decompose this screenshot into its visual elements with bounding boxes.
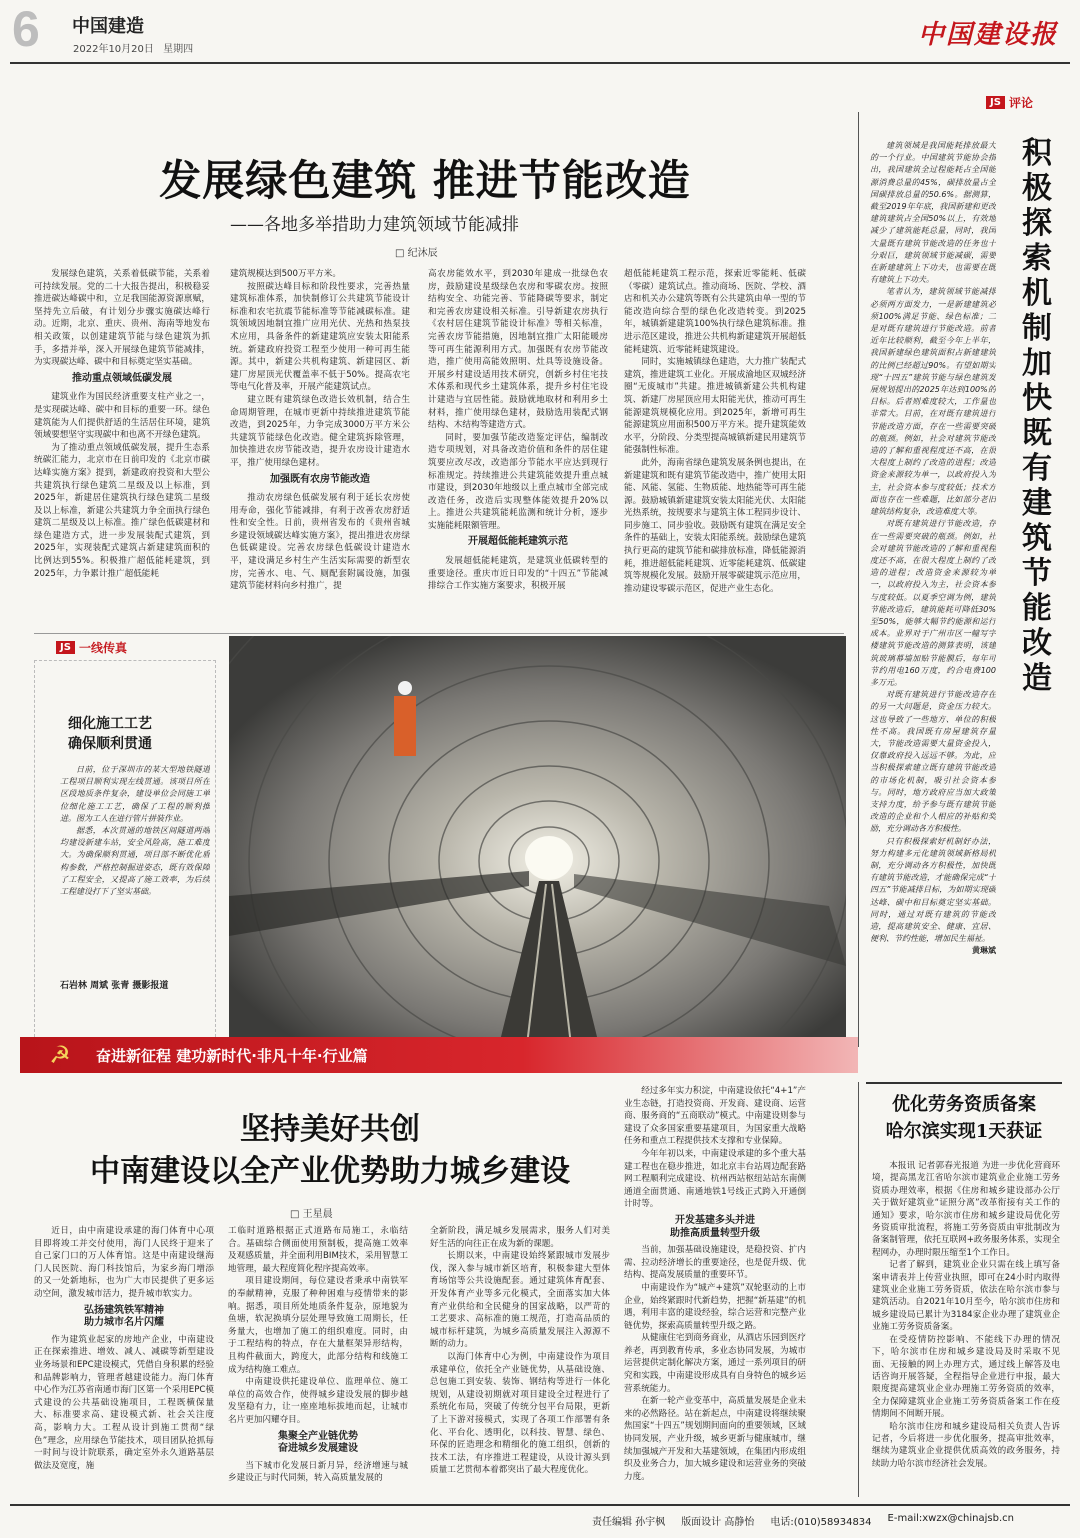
paragraph: 高农房能效水平，到2030年建成一批绿色农房，鼓励建设星级绿色农房和零碳农房。按照结构安全、功能完善、节能降碳等要求，制定和完善农房建设相关标准。引导新建农房执行《农村居住建筑节能设计标准》等相关标准，完善农房节能措施，因地制宜推广太阳能暖房等可再生能源利用方式。加强既有农房节能改造，推广使用高能效照明、灶具等设施设备。开展乡村建设适用技术研究，创新乡村住宅技术体系和现代乡土建筑体系，提升乡村住宅设计建造与宜居性能。鼓励就地取材和利用乡土材料，推广使用绿色建材，鼓励选用装配式钢结构、木结构等建造方式。 [428,269,608,431]
commentary-author: 黄琳斌 [972,946,996,956]
main-article-col-4 [624,268,806,628]
main-article-col-3 [428,268,608,628]
subheading [34,1305,214,1330]
paragraph: 日前，位于深圳市的某大型地铁隧道工程项目顺利实现左线贯通。该项目所在区段地质条件复杂，建设单位会同施工单位细化施工工艺，确保了工程的顺利推进。图为工人在进行管片拼装作业。 [60,765,210,823]
paragraph: 只有积极探索好机制好办法，努力构建多元化建筑领域新格局机制，充分调动各方积极性，加快既有建筑节能改造，才能确保完成“十四五”节能减排目标，为如期实现碳达峰、碳中和目标奠定坚实基础。同时，通过对既有建筑的节能改造，提高建筑安全、健康、宜居、便利、节约性能，增加民生福祉。 [870,836,996,944]
frontline-body [60,764,210,964]
tunnel-illustration [229,636,846,1045]
subheading-line-2: 奋进城乡发展建设 [278,1443,358,1455]
paragraph: 中南建设作为“城产+建筑”双轮驱动的上市企业，始终紧跟时代新趋势，把握“新基建”的机遇，利用丰富的建设经验，综合运营和完整产业链优势，探索高质量转型升级之路。 [624,1282,806,1331]
paragraph: 此外，海南省绿色建筑发展条例也提出，在新建建筑和既有建筑节能改造中，推广使用太阳能、风能、氢能、生物质能、地热能等可再生能源。鼓励城镇新建建筑安装太阳能光伏、太阳能光热系统，按规要求与建筑主体工程同步设计、同步施工、同步验收。鼓励既有建筑在满足安全条件的基础上，安装太阳能系统。鼓励绿色建筑执行更高的建筑节能和碳排放标准，降低能源消耗，推进超低能耗建筑、近零能耗建筑、低碳建筑等规模化发展。鼓励开展零碳建筑示范应用，推动建设零碳示范区，促进产业生态化。 [624,457,806,594]
subheading-line-1: 开发基建多头并进 [675,1214,755,1226]
paragraph: 建立既有建筑绿色改造长效机制，结合生命周期管理，在城市更新中持续推进建筑节能改造，到2025年，力争完成3000万平方米公共建筑节能绿色化改造。健全建筑拆除管理，加快推进农房节能改造，提升农房设计建造水平，推广使用绿色建材。 [230,394,410,468]
photo-credit: 石岩林 周斌 张青 摄影报道 [60,981,169,991]
footer-phone: 电话:(010)58934834 [770,1517,872,1528]
subheading-line-2: 助力城市名片闪耀 [84,1317,164,1329]
paragraph: 本报讯 记者郭春光报道 为进一步优化营商环境，提高黑龙江省哈尔滨市建筑业企业施工劳务资质办理效率，根据《住房和城乡建设部办公厅关于做好建筑业“证照分离”改革衔接有关工作的通知》要求，哈尔滨市住房和城乡建设局优化劳务资质审批流程，将施工劳务资质由审批制改为备案制管理，依托互联网+政务服务体系，实现全程网办，办理时限压缩至1个工作日。 [872,1161,1060,1258]
paragraph: 哈尔滨市住房和城乡建设局相关负责人告诉记者，今后将进一步优化服务，提高审批效率，继续为建筑业企业提供优质高效的政务服务，持续助力哈尔滨市经济社会发展。 [872,1421,1060,1469]
footer-design: 版面设计 高静怡 [681,1517,755,1528]
headline-line-1: 细化施工工艺 [68,716,152,732]
author-box-icon: □ [395,248,408,259]
paragraph: 项目建设期间，每位建设者秉承中南铁军的奉献精神，克服了种种困难与疫情带来的影响。据悉，项目所处地质条件复杂，原地貌为鱼塘，软泥换填分层处理导致施工周期长，任务量大，也增加了施工的组织难度。同时，由于工程结构的特点，存在大量框架异形结构，且构件截面大，跨度大，此部分结构和线施工成为结构施工难点。 [228,1276,408,1375]
bottom-col-4 [624,1085,806,1495]
paragraph: 建筑规模达到500万平方米。 [230,269,341,279]
sidebar-body [872,1160,1060,1498]
subheading: 加强既有农房节能改造 [270,473,370,485]
author-name: 王星晨 [302,1209,333,1220]
js-tag: JS [986,96,1005,109]
subheading [228,1431,408,1456]
paragraph: 发展绿色建筑，关系着低碳节能，关系着可持续发展。党的二十大报告提出，积极稳妥推进碳达峰碳中和，立足我国能源资源禀赋，坚持先立后破，有计划分步骤实施碳达峰行动。近期，北京、重庆、贵州、海南等地发布相关政策，以创建建筑节能与绿色建筑为抓手，多措并举，深入开展绿色建筑节能减排，为实现碳达峰、碳中和目标奠定坚实基础。 [34,269,210,368]
paragraph: 中南建设供托建设单位、监理单位、施工单位的高效合作，使得城乡建设发展的脚步越发坚稳有力，让一座座地标拔地而起，让城市名片更加闪耀夺目。 [228,1377,408,1425]
bottom-col-3 [430,1225,610,1495]
frontline-headline [68,714,152,754]
paragraph: 在新一轮产业变革中，高质量发展是企业未来的必然路径。站在新起点，中南建设将继续聚焦国家“十四五”规划期间面向的重要领域，区域协同发展，产业升级，城乡更新与健康城市，继续加强城产开发和大基建领域，在集团内形成组织及业务合力，加大城乡建设和运营业务的突破力度。 [624,1396,806,1482]
js-tag: JS [56,641,75,654]
newspaper-logo: 中国建设报 [917,20,1058,50]
frontline-label: 一线传真 [78,641,127,655]
section-title: 中国建造 [72,16,144,37]
paragraph: 发展超低能耗建筑，是建筑业低碳转型的重要途径。重庆市近日印发的“十四五”节能减排综合工作实施方案要求，积极开展 [428,556,608,592]
paragraph: 作为建筑业起家的房地产企业，中南建设正在探索推进、增效、减人、减碳等新型建设业务场景和EPC建设模式，凭借自身积累的经验和品牌影响力，管理者越建设能力。海门体育中心作为江苏省南通市海门区第一个采用EPC模式建设的公共基础设施项目，工程既横保量大、标准要求高、建设模式新、社会关注度高，影响力大。工程从设计到施工贯彻“绿色”理念，应用绿色节能技术，项目团队抢抓每一时间与设计院联系，确定室外永久道路基层做法及宽度，施 [34,1334,214,1471]
weekday-text: 星期四 [163,44,194,55]
paragraph: 为了推动重点领域低碳发展，提升生态系统碳汇能力，北京市在日前印发的《北京市碳达峰实施方案》提到，新建政府投资和大型公共建筑执行绿色建筑二星级及以上标准，到2025年，新建居住建筑执行绿色建筑二星级及以上标准，新建公共建筑力争全面执行绿色建筑二星级及以上标准。推广绿色低碳建材和绿色建造方式，进一步发展装配式建筑，到2025年，实现装配式建筑占新建建筑面积的比例达到55%。积极推广超低能耗建筑，到2025年，力争累计推广超低能耗 [34,442,210,579]
commentary-headline: 积极探索机制加快既有建筑节能改造 [1022,136,1052,696]
sidebar-top-rule [866,1082,1062,1084]
headline-line-1: 坚持美好共创 [240,1112,420,1147]
subheading-line-2: 助推高质量转型升级 [670,1227,760,1239]
subheading: 开展超低能耗建筑示范 [468,536,568,548]
masthead-rule [10,62,1070,64]
bottom-col-1 [34,1225,214,1495]
footer [592,1513,1014,1528]
main-subheadline: ——各地多举措助力建筑领域节能减排 [230,215,519,235]
main-headline: 发展绿色建筑 推进节能改造 [159,156,691,205]
paragraph: 今年年初以来，中南建设承建的多个重大基建工程也在稳步推进，如北京丰台站周边配套路网工程顺利完成建设、杭州西站枢纽站站东南侧通道全面贯通、南通地铁1号线正式跨入开通倒计时等。 [624,1148,806,1210]
headline-line-2: 哈尔滨实现1天获证 [885,1121,1043,1142]
paragraph: 从健康住宅到商务商业，从酒店乐园到医疗养老，再到教育传承，多业态协同发展，为城市运营提供定制化解决方案，通过一系列项目的研究和实践，中南建设形成具有自身特色的城乡运营系统能力。 [624,1333,806,1394]
paragraph: 据悉，本次贯通的地铁区间隧道两端均建设新建车站，安全风险高，施工难度大。为确保顺利贯通，项目部不断优化盾构参数，严格控制掘进姿态，既有效保障了工程安全，又提高了施工效率，为后续工程建设打下了坚实基础。 [60,826,210,897]
paragraph: 对既有建筑进行节能改造，存在一些需要突破的瓶颈。例如，社会对建筑节能改造的了解和重视程度还不高，在很大程度上制约了改造的进程；改造资金来源较为单一，以政府投入为主，社会资本参与度较低。以夏季空调为例，建筑节能改造后，建筑能耗可降低30%至50%，能够大幅节约能源和运行成本。业界对于广州市区一幢写字楼建筑节能改造的测算表明，该建筑玻璃幕墙加贴节能膜后，每年可节约用电160万度，约合电费100多万元。 [870,519,996,687]
tunnel-photo [229,636,846,1045]
paragraph: 在受疫情防控影响、不能线下办理的情况下，哈尔滨市住房和城乡建设局及时采取不见面、无接触的网上办理方式，通过线上解答及电话咨询开展答疑，全程指导企业进行申报，最大限度提高建筑业企业办理施工劳务资质的效率，全力保障建筑业企业施工劳务资质备案工作在疫情期间不间断开展。 [872,1334,1060,1420]
commentary-divider [858,112,859,1047]
party-emblem-icon: ☭ [49,1041,71,1069]
sidebar-headline [866,1092,1062,1146]
banner-text: 奋进新征程 建功新时代·非凡十年·行业篇 [96,1047,368,1065]
paragraph: 笔者认为，建筑领域节能减排必须两方面发力，一是新建建筑必须100%满足节能、绿色标准；二是对既有建筑进行节能改造。前者近年比较顺利，截至今年上半年，我国新建绿色建筑面积占新建建筑的比例已经超过90%。有望如期实现“十四五”建筑节能与绿色建筑发展规划提出的2025年达到100%的目标。后者则难度较大，工作量也非常大。目前，在对既有建筑进行节能改造方面，存在一些需要突破的瓶颈。例如，社会对建筑节能改造的了解和重视程度还不高，在很大程度上制约了改造的进程；改造资金来源较为单一，以政府投入为主，社会资本参与度较低；技术方面也存在一些难题，比如部分老旧建筑结构复杂，改造难度大等。 [870,287,996,517]
section-rule [34,633,844,634]
paragraph: 全新阶段，满足城乡发展需求，服务人们对美好生活的向往正在成为新的课题。 [430,1226,610,1249]
paragraph: 同时，要加强节能改造鉴定评估，编制改造专项规划，对具备改造价值和条件的居住建筑要应改尽改，改造部分节能水平应达到现行标准规定。持续推进公共建筑能效提升重点城市建设，到2030年地级以上重点城市全部完成改造任务，改造后实现整体能效提升20%以上。推进公共建筑能耗监测和统计分析，逐步实施能耗限额管理。 [428,432,608,531]
frontline-tag [56,639,127,656]
main-author [395,244,438,259]
commentary-body [870,140,996,1045]
issue-date [73,40,193,55]
paragraph: 当前，加强基础设施建设，是稳投资、扩内需、拉动经济增长的重要途径，也是促升级、优结构、提高发展质量的重要环节。 [624,1245,806,1281]
paragraph: 同时，实施城镇绿色建造，大力推广装配式建筑，推进建筑工业化。开展成渝地区双城经济圈“无废城市”共建。推进城镇新建公共机构建筑、新建厂房屋顶应用太阳能光伏，推动可再生能源建筑规模化应用。到2025年，新增可再生能源建筑应用面积500万平方米。提升建筑能效水平，分阶段、分类型提高城镇新建民用建筑节能强制性标准。 [624,357,806,456]
footer-email: E-mail:xwzx@chinajsb.cn [887,1513,1014,1524]
paragraph: 建筑领域是我国能耗排放最大的一个行业。中国建筑节能协会指出，我国建筑全过程能耗占全国能源消费总量的45%，碳排放量占全国碳排放总量的50.6%。据测算，截至2019年年底，我国新建和更改建筑建筑占全国50%以上，有效地减少了建筑能耗总量，同时，我国大量既有建筑节能改造的任务也十分艰巨，建筑领域节能减碳，需要在新建建筑上下功夫，也需要在既有建筑上下功夫。 [870,141,996,285]
subheading-line-1: 集聚全产业链优势 [278,1430,358,1442]
footer-editor: 责任编辑 孙宇枫 [592,1517,666,1528]
bottom-headline [30,1110,630,1194]
author-name: 纪沐辰 [407,248,438,259]
paragraph: 按照碳达峰目标和阶段性要求，完善热量建筑标准体系，加快制修订公共建筑节能设计标准和农宅抗震节能标准等节能减碳标准。建筑领域因地制宜推广应用光伏、光热和热泵技术应用，具备条件的新建建筑应安装太阳能系统。新建政府投资工程至少使用一种可再生能源。其中，新建公共机构建筑、新建园区、新建厂房屋顶光伏覆盖率不低于50%。提高农宅等电气化普及率，开展产能建筑试点。 [230,281,410,393]
headline-line-1: 优化劳务资质备案 [892,1094,1036,1115]
main-article-col-1 [34,268,210,628]
paragraph: 以海门体育中心为例，中南建设作为项目承建单位，依托全产业链优势，从基础设施、总包施工到安装、装饰、钢结构等进行一体化规划，从建设初期就对项目建设全过程进行了系统化布局，突破了传统分包平台局限，更新了上下游对接模式，实现了各项工作部署有条化、平台化、透明化，以科技、智慧、绿色、环保的匠造理念和精细化的施工组织，创新的技术工法，有序推进工程建设，从设计源头到质量工艺贯彻本着都突出了最大程度优化。 [430,1351,610,1476]
paragraph: 近日，由中南建设承建的海门体育中心项目即将竣工并交付使用，海门人民终于迎来了自己家门口的万人体育馆。这是中南建设继海门人民医院、海门科技馆后，为家乡海门增添的又一处新地标，也为广大市民提供了更多运动空间，激发城市活力，提升城市软实力。 [34,1226,214,1299]
date-text: 2022年10月20日 [73,44,154,55]
subheading: 推动重点领域低碳发展 [72,372,172,384]
paragraph: 推动农房绿色低碳发展有利于延长农房使用寿命，强化节能减排，有利于改善农房舒适性和安全性。日前，贵州省发布的《贵州省城乡建设领域碳达峰实施方案》，提出推进农房绿色低碳建设。完善农房绿色低碳设计建造水平，建设满足乡村生产生活实际需要的新型农房，完善水、电、气、厕配套附属设施，加强建筑节能材料向乡村推广，提 [230,493,410,592]
bottom-col-2 [228,1225,408,1495]
commentary-tag [986,94,1033,111]
headline-line-2: 中南建设以全产业优势助力城乡建设 [90,1154,570,1189]
page-number: 6 [12,1,40,57]
paragraph: 记者了解到，建筑业企业只需在线上填写备案申请表并上传营业执照，即可在24小时内取得建筑业企业施工劳务资质，依法在哈尔滨市参与建筑活动。自2021年10月至今，哈尔滨市住房和城乡建设局已累计为3184家企业办理了建筑业企业施工劳务资质备案。 [872,1260,1060,1333]
commentary-label: 评论 [1008,96,1033,110]
main-article-col-2 [230,268,410,628]
headline-line-2: 确保顺利贯通 [68,736,152,752]
paragraph: 当下城市化发展日新月异，经济增速与城乡建设正与时代同频，转入高质量发展的 [228,1460,408,1484]
paragraph: 建筑业作为国民经济重要支柱产业之一，是实现碳达峰、碳中和目标的重要一环。绿色建筑能为人们提供舒适的生活居住环境，建筑领域要想坚守实现碳中和也离不开绿色建筑。 [34,392,210,441]
footer-rule [10,1504,1070,1506]
paragraph: 对既有建筑进行节能改造存在的另一大问题是，资金压力较大。这也导致了一些地方、单位的积极性不高。我国既有房屋建筑存量大，节能改造需要大量资金投入，仅靠政府投入远远不够。为此，应当积极探索建立既有建筑节能改造的市场化机制，吸引社会资本参与。同时，地方政府应当加大政策支持力度，给予参与既有建筑节能改造的企业和个人相应的补贴和奖励，充分调动各方积极性。 [870,690,996,834]
paragraph: 工临时道路根据正式道路布局施工，永临结合。基础综合侧面使用预制板，提高施工效率及观感质量，并全面利用BIM技术，采用智慧工地管理，最大程度简化程序提高效率。 [228,1226,408,1274]
paragraph: 超低能耗建筑工程示范，探索近零能耗、低碳（零碳）建筑试点。推动商场、医院、学校、酒店和机关办公建筑等既有公共建筑由单一型的节能改造向综合型的绿色化改造转变。到2025年，城镇新建建筑100%执行绿色建筑标准。推进示范区建设，推进公共机构新建建筑开展超低能耗建筑、近零能耗建筑建设。 [624,269,806,355]
paragraph: 经过多年实力积淀，中南建设依托“4+1”产业生态链，打造投资商、开发商、建设商、运营商、服务商的“五商联动”模式。中南建设则参与建设了众多国家重要基建项目，为国家重大战略任务和重点工程提供技术支撑和专业保障。 [624,1086,806,1147]
author-box-icon: □ [290,1209,303,1220]
sidebar-divider [858,1082,859,1497]
subheading-line-1: 弘扬建筑铁军精神 [84,1304,164,1316]
subheading [624,1215,806,1240]
paragraph: 长期以来，中南建设始终紧跟城市发展步伐，深入参与城市新区培育，积极参建大型体育场馆等公共设施配套。通过建筑体育配套、开发体育产业等多元化模式，全面落实加大体育产业供给和全民健身的国家战略，以严苛的工艺要求、高标准的施工规范，打造高品质的城市标杆建筑，为城乡高质量发展注入源源不断的动力。 [430,1251,610,1350]
bottom-author [290,1205,333,1220]
